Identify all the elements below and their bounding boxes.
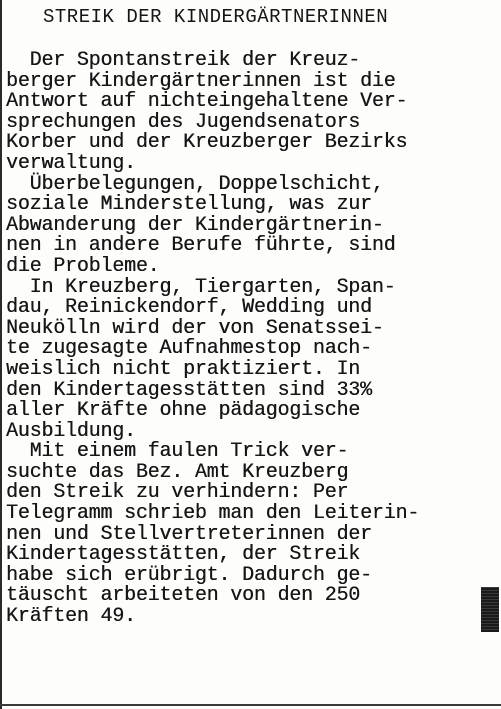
text-line: Überbelegungen, Doppelschicht, — [6, 172, 384, 196]
text-line: sprechungen des Jugendsenators — [6, 110, 361, 134]
text-line: Korber und der Kreuzberger Bezirks — [6, 131, 408, 155]
text-line: Ausbildung. — [6, 419, 136, 443]
text-line: den Streik zu verhindern: Per — [6, 481, 349, 505]
text-line: Der Spontanstreik der Kreuz- — [6, 49, 361, 72]
text-line: Telegramm schrieb man den Leiterin- — [6, 502, 420, 526]
text-line: berger Kindergärtnerinnen ist die — [6, 69, 396, 93]
text-line: nen und Stellvertreterinnen der — [6, 522, 372, 546]
text-line: die Probleme. — [6, 254, 160, 278]
scan-edge-mark — [481, 587, 499, 632]
text-line: soziale Minderstellung, was zur — [6, 193, 372, 217]
text-line: Neukölln wird der von Senatssei- — [6, 316, 384, 340]
text-line: suchte das Bez. Amt Kreuzberg — [6, 460, 349, 484]
bottom-margin-rule — [0, 704, 501, 706]
text-line: nen in andere Berufe führte, sind — [6, 234, 396, 258]
text-line: aller Kräfte ohne pädagogische — [6, 399, 361, 423]
text-line: dau, Reinickendorf, Wedding und — [6, 296, 372, 320]
article-title: STREIK DER KINDERGÄRTNERINNEN — [43, 6, 389, 28]
text-line: In Kreuzberg, Tiergarten, Span- — [6, 275, 396, 299]
text-line: habe sich erübrigt. Dadurch ge- — [6, 563, 372, 587]
text-line: den Kindertagesstätten sind 33% — [6, 378, 372, 402]
text-line: verwaltung. — [6, 151, 136, 175]
text-line: täuscht arbeiteten von den 250 — [6, 584, 361, 608]
text-line: Mit einem faulen Trick ver- — [6, 440, 349, 464]
text-line: Kindertagesstätten, der Streik — [6, 543, 361, 567]
article-body — [6, 51, 498, 628]
text-line: Abwanderung der Kindergärtnerin- — [6, 213, 384, 237]
left-margin-rule — [0, 0, 2, 709]
text-line: Antwort auf nichteingehaltene Ver- — [6, 90, 408, 114]
text-line: Kräften 49. — [6, 605, 136, 629]
text-line: weislich nicht praktiziert. In — [6, 357, 361, 381]
text-line: te zugesagte Aufnahmestop nach- — [6, 337, 372, 361]
